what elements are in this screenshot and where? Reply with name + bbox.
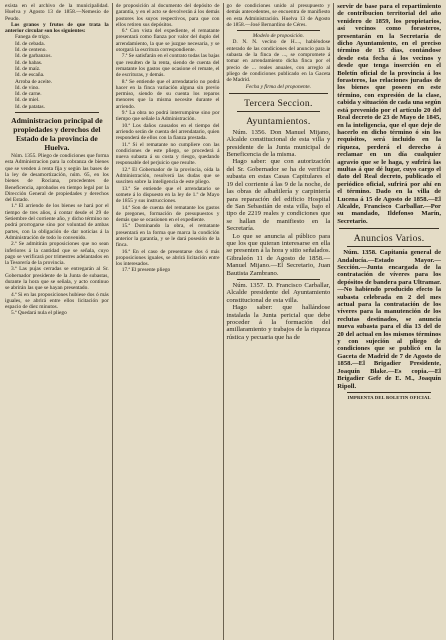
paragraph: 15.ª Dominando la obra, el rematante presentará en la forma que marca la condición anterior la garantía, y se le dará posesión de la finca. (115, 223, 220, 249)
section-heading: Tercera Seccion. (244, 97, 313, 109)
paragraph: Los granos y frutos de que trata la anterior circular son los siguientes: (5, 21, 109, 35)
divider (347, 246, 431, 247)
paragraph: Núm. 1355. Pliego de condiciones que forma esta Administracion para la cobranza de bienes que se venden á renta fija y según las bases de la ley de desamortización, núm. 65, en los bienes de Rociana, procedentes de Beneficencia, aprobados en tiempo legal por la Dirección General de propiedades y derechos del Estado. (5, 153, 109, 204)
list-item: Id. de vino. (15, 84, 40, 91)
list-item: Fanega de trigo. (15, 34, 50, 41)
paragraph: de proposición al documento del depósito de garantía, y en el acto se devolverán á los demás postores los suyos respectivos, para que con ellos retiren sus depósitos. (115, 3, 220, 28)
divider (15, 112, 99, 113)
paragraph: go de condiciones unido al presupuesto y demás antecedentes, se encuentra de manifiesto en esta Administración. Huelva 13 de Agosto de 1858.—José Bernardino de Céres. (226, 3, 331, 28)
paragraph: 7.ª Se satisfarán en el contrato todas las bajas que resulten de la renta, siendo de cuenta del rematante los gastos que ocasione el remate, el de escrituras, y demás. (115, 53, 220, 79)
list-item: Id. de carne. (15, 91, 42, 98)
list-item: Id. de escaña. (15, 72, 45, 79)
paragraph: 2.ª Se admitirán proposiciones que no sean inferiores á la cantidad que se señala, cuyo pago se verificará por trimestres adelantados en la Tesorería de la provincia. (5, 241, 109, 267)
paragraph: 12.ª El Gobernador de la provincia, oída la Administración, resolverá las dudas que se susciten sobre la inteligencia de este pliego. (115, 166, 220, 186)
signature-note: Fecha y firma del proponente. (245, 83, 311, 90)
list-item: Id. de miel. (15, 97, 40, 104)
divider (229, 93, 329, 94)
paragraph: 4.ª Si en las proposiciones hubiese dos ó más iguales, se abrirá entre ellos licitación por espacio de diez minutos. (5, 291, 109, 311)
paragraph: 11.ª Si el rematante no cumpliere con las condiciones de este pliego, se procederá á nueva subasta á su costa y riesgo, quedando responsable del perjuicio que resulte. (115, 141, 220, 167)
printer-imprint: IMPRENTA DEL BOLETIN OFICIAL (347, 394, 431, 400)
grain-list (5, 34, 109, 110)
paragraph: servir de base para el repartimiento de contribucion territorial del año venidero de 1859, los propietarios, así vecinos como forasteros, presentarán en la Secretaría de dicho Ayuntamiento, en el preciso término de 15 días, contándose desde esta fecha á los vecinos y desde que tenga inserción en el Boletín oficial de la provincia á los forasteros, las relaciones juradas de los bienes que poseen en este término, con expresión de la clase, cabida y situación de cada una según está prevenido por el artículo 20 del Real decreto de 23 de Mayo de 1845, en la inteligencia, que el que deje de hacerlo en dicho término ó sin los requisitos, será incluido en la riqueza, perderá el derecho á reclamar en un día cualquier agravio que se le haga, y sufrirá las multas á que dé lugar, cuyo cargo el dato del Real decreto, publicado el periódico oficial, sufrirá por ahí en el término. Dado en la villa de Lucena á 15 de Agosto de 1858.—El Alcalde, Francisco Carballar.—Por su mandado, Ildefonso Marín, Secretario. (337, 3, 441, 225)
column-2 (113, 3, 224, 640)
list-item: Id. de cebada. (15, 40, 45, 47)
divider (237, 111, 321, 112)
list-item: Id. de maíz. (15, 65, 41, 72)
divider (237, 30, 321, 31)
section-heading: Administracion principal de propiedades y derechos del Estado de la provincia de Huelva. (11, 116, 103, 153)
divider (339, 228, 439, 229)
paragraph: 5.ª Quedará nula el pliego (11, 310, 67, 317)
paragraph: Núm. 1356. Don Manuel Mijano, Alcalde constitucional de esta villa y presidente de la Junta municipal de Beneficencia de la misma. (226, 128, 331, 159)
paragraph: 8.ª Se entiende que el arrendatario no podrá hacer en la finca variación alguna sin previo permiso, siendo de su cuenta los reparos menores que la misma necesite durante el arriendo. (115, 78, 220, 110)
list-item: Id. de patatas. (15, 103, 45, 110)
list-item: Arroba de aceite. (15, 78, 52, 85)
paragraph: Núm. 1357. D. Francisco Carballar, Alcalde presidente del Ayuntamiento constitucional de esta villa. (226, 281, 331, 304)
paragraph: 16.ª En el caso de presentarse dos ó más proposiciones iguales, se abrirá licitación entre los interesados. (115, 248, 220, 268)
list-item: Id. de centeno. (15, 47, 47, 54)
paragraph: 1.ª El arriendo de los bienes se hará por el tiempo de tres años, á contar desde el 29 de Setiembre del corriente año, y dicho término no podrá prorrogarse sino por voluntad de ambas partes, con la obligación de dar noticias á la Administración de todo lo convenido. (5, 203, 109, 241)
paragraph: 3.ª Las pujas cerradas se entregarán al Sr. Gobernador presidente de la Junta de subastas, durante la hora que se señala, y acto continuo se abrirán las que se hayan presentado. (5, 266, 109, 292)
column-4 (334, 3, 444, 640)
list-item: Id. de habas. (15, 59, 43, 66)
divider (237, 279, 321, 280)
column-1 (2, 3, 113, 640)
paragraph: Núm. 1358. Capitanía general de Andalucía.—Estado Mayor.—Sección.—Junta encargada de la contratación de víveres para los depósitos de bandera para Ultramar.—No habiendo producido efecto la subasta celebrada en 2 del mes actual para la contratación de los víveres para la manutención de los reclutas destinados, se anuncia nueva subasta para el día 13 del de 20 del actual en los mismos términos y con sujeción al pliego de condiciones que se publicó en la Gaceta de Madrid de 7 de Agosto de 1858.—El Brigadier Presidente, Joaquín Blake.—Es copia.—El Brigadier Gefe de E. M., Joaquín Ripoll. (337, 249, 441, 390)
paragraph: D. N. N. vecino de H...., habiéndose enterado de las condiciones del anuncio para la subasta de la finca de ..., se compromete á tomar en arrendamiento dicha finca por el precio de ... reales anuales, con arreglo al pliego de condiciones publicado en la Gaceta de Madrid. (226, 39, 331, 84)
paragraph: 17.ª El presente pliego (121, 267, 171, 274)
column-3 (224, 3, 335, 640)
model-heading: Modelo de proposición. (252, 33, 304, 40)
section-heading: Anuncios Varios. (353, 233, 425, 245)
list-item: Id. de garbanzos. (15, 53, 52, 60)
paragraph: exista en el archivo de la municipalidad. Huelva y Agosto 13 de 1858.—Nemesio de Peudo. (5, 3, 109, 22)
section-subheading: Ayuntamientos. (246, 115, 311, 127)
paragraph: 14.ª Son de cuenta del rematante los gastos de pregones, formación de presupuestos y demás que se ocasionen en el expediente. (115, 204, 220, 224)
paragraph: 13.ª Se entiende que el arrendatario se somete á lo dispuesto en la ley de 1.º de Mayo de 1855 y sus instrucciones. (115, 185, 220, 205)
paragraph: Lo que se anuncia al público para que los que quieran interesarse en ella se presenten á la hora y sitio señalados. Gibraleón 11 de Agosto de 1858.—Manuel Mijano.—El Secretario, Juan Bautista Zambrano. (226, 232, 331, 277)
paragraph: Hago saber: que hallándose instalada la Junta pericial que debe proceder á la formación del amillaramiento y trabajos de la riqueza rústica y pecuaria que ha de (226, 304, 331, 341)
paragraph: 10.ª Los daños causados en el tiempo del arriendo serán de cuenta del arrendatario, quien responderá de ellos con la fianza prestada. (115, 122, 220, 142)
paragraph: 9.ª La obra no podrá interrumpirse sino por tiempo que señale la Administración. (115, 110, 220, 123)
divider (347, 392, 431, 393)
paragraph: 6.ª Con vista del expediente, el rematante presentará como fianza por valor del duplo del arrendamiento, la que se juzgue necesaria, y se otorgará la escritura correspondiente. (115, 28, 220, 54)
paragraph: Hago saber: que con autorización del Sr. Gobernador se ha de verificar subasta en estas Casas Capitulares el 19 del corriente á las 9 de la noche, de las obras de albañilería y carpintería para reparación del edificio Hospital de San Sebastián de esta villa, bajo el tipo de 2219 reales y condiciones que se hallan de manifiesto en la Secretaría. (226, 158, 331, 233)
